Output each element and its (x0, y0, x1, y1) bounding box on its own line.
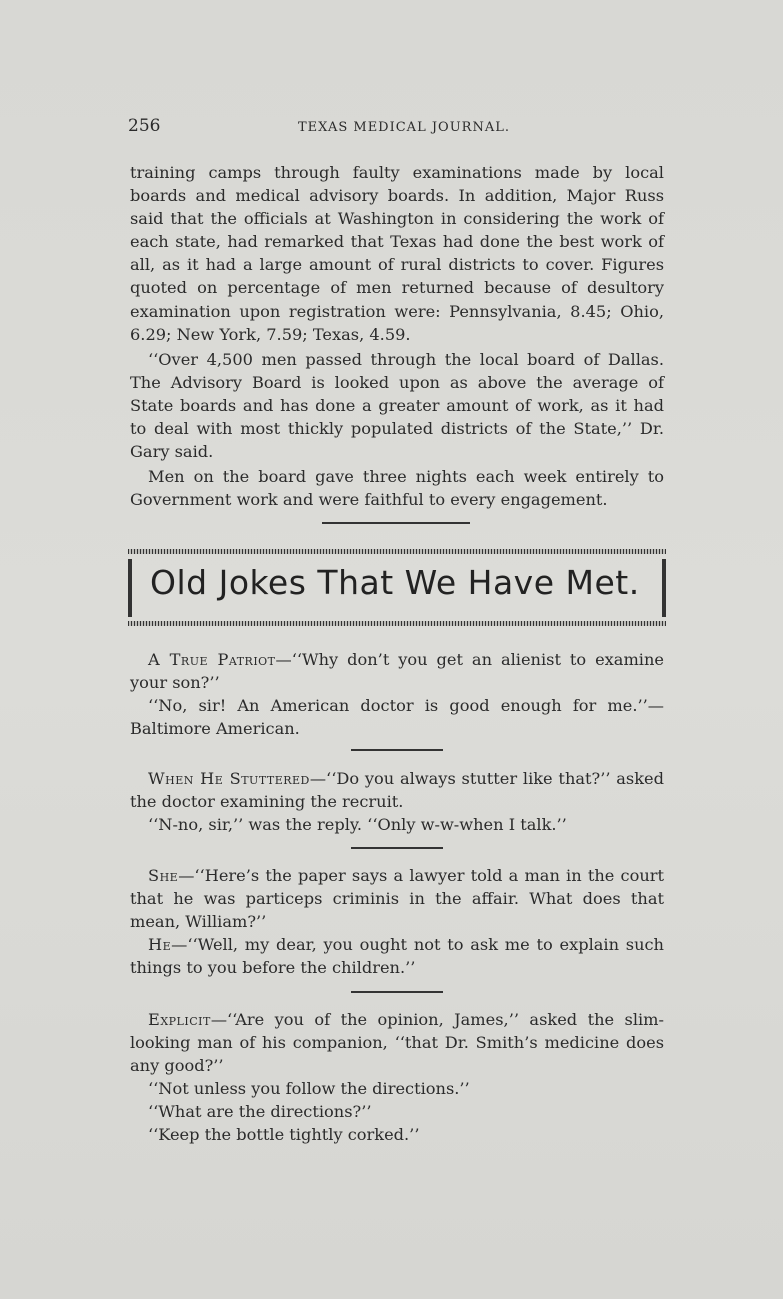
banner-bottom-border (128, 621, 666, 626)
joke-line: ‘‘No, sir! An American doctor is good enough for me.’’—Baltimore American. (130, 696, 664, 739)
joke-true-patriot (130, 648, 664, 740)
banner-top-border (128, 549, 666, 554)
joke-line: ‘‘Not unless you follow the directions.’’ (148, 1079, 470, 1099)
joke-line: —‘‘Are you of the opinion, James,’’ asked the slim-looking man of his companion, ‘‘that Dr. Smith’s medicine does any good?’’ (130, 1010, 664, 1076)
joke-explicit (130, 1008, 664, 1147)
joke-line: —‘‘Well, my dear, you ought not to ask me to explain such things to you before the children.’’ (130, 935, 664, 978)
banner-right-border (662, 559, 666, 617)
joke-divider (351, 991, 443, 993)
joke-line: —‘‘Why don’t you get an alienist to examine your son?’’ (130, 650, 664, 693)
banner-left-border (128, 559, 132, 617)
joke-line: ‘‘N-no, sir,’’ was the reply. ‘‘Only w-w-when I talk.’’ (148, 815, 567, 835)
joke-when-he-stuttered (130, 767, 664, 836)
article-paragraph: Men on the board gave three nights each week entirely to Government work and were faithful to every engagement. (130, 467, 664, 510)
article-paragraph: ‘‘Over 4,500 men passed through the local board of Dallas. The Advisory Board is looked upon as above the average of State boards and has done a greater amount of work, as it had to deal with most thickly populated districts of the State,’’ Dr. Gary said. (130, 349, 664, 462)
section-banner (128, 549, 666, 626)
joke-line: ‘‘What are the directions?’’ (148, 1102, 372, 1122)
joke-line: —‘‘Here’s the paper says a lawyer told a man in the court that he was particeps criminis in the affair. What does that mean, William?’’ (130, 866, 664, 932)
section-divider (322, 522, 470, 524)
joke-line: ‘‘Keep the bottle tightly corked.’’ (148, 1125, 420, 1145)
joke-line: —‘‘Do you always stutter like that?’’ asked the doctor examining the recruit. (130, 769, 664, 812)
joke-heading: Explicit (148, 1010, 211, 1029)
article-paragraph: training camps through faulty examinations made by local boards and medical advisory boards. In addition, Major Russ said that the officials at Washington in considering the work of each state, had remarked that Texas had done the best work of all, as it had a large amount of rural districts to cover. Figures quoted on percentage of men returned because of desultory examination upon registration were: Pennsylvania, 8.45; Ohio, 6.29; New York, 7.59; Texas, 4.59. (130, 163, 664, 344)
section-title: Old Jokes That We Have Met. (150, 563, 640, 602)
joke-she-he (130, 864, 664, 979)
joke-heading: He (148, 935, 172, 955)
joke-divider (351, 749, 443, 751)
page-number: 256 (128, 116, 161, 136)
joke-heading: When He Stuttered (148, 769, 310, 788)
article-body (130, 161, 664, 511)
joke-heading: A True Patriot (148, 650, 276, 669)
joke-heading: She (148, 866, 179, 885)
joke-divider (351, 847, 443, 849)
running-head: TEXAS MEDICAL JOURNAL. (298, 120, 510, 135)
